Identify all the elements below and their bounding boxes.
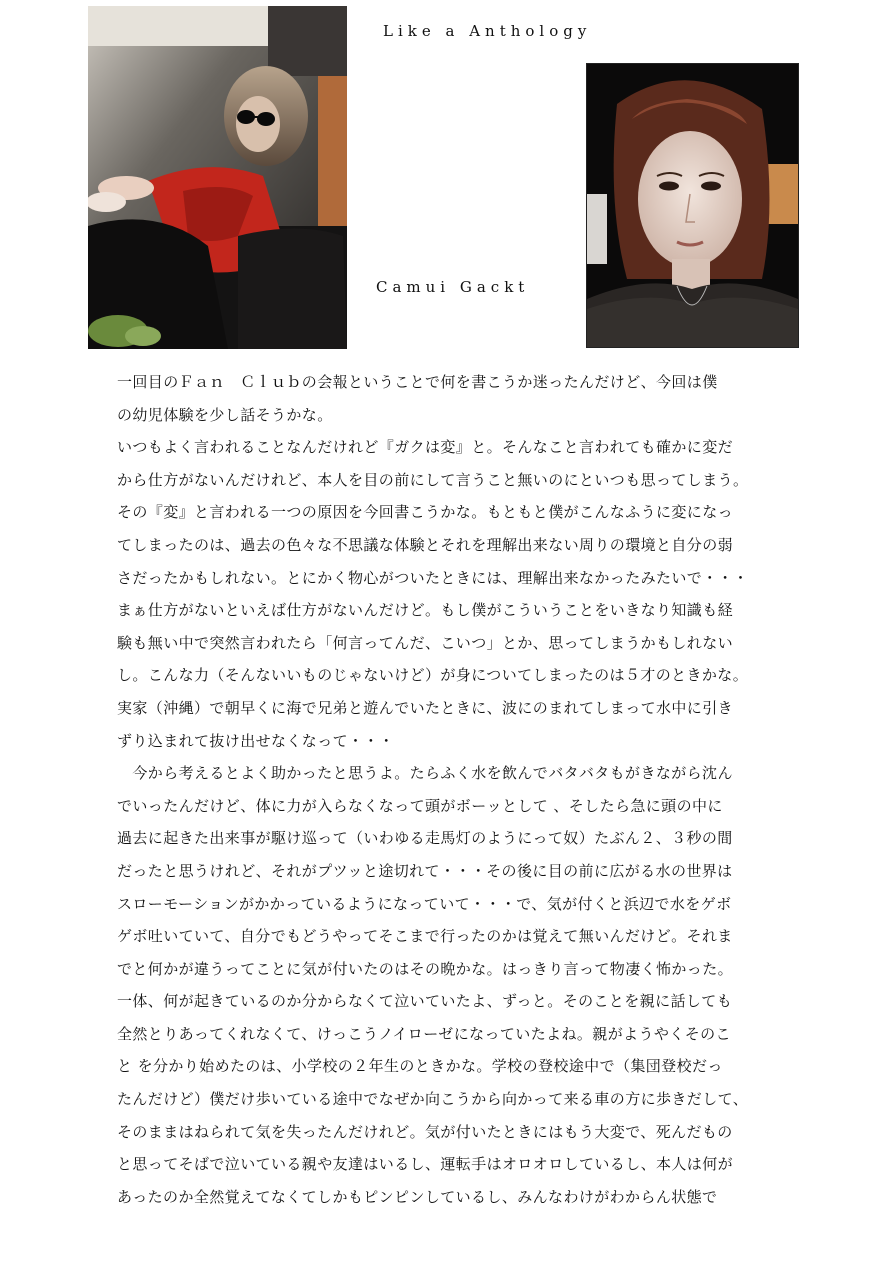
essay-line: し。こんな力（そんないいものじゃないけど）が身についてしまったのは５才のときかな。 <box>117 666 749 685</box>
essay-line: から仕方がないんだけれど、本人を目の前にして言うこと無いのにといつも思ってしまう。 <box>117 470 749 489</box>
essay-line: 一回目のＦａｎ Ｃｌｕｂの会報ということで何を書こうか迷ったんだけど、今回は僕 <box>117 373 718 391</box>
essay-line: 一体、何が起きているのか分からなくて泣いていたよ、ずっと。そのことを親に話しても <box>117 992 733 1011</box>
author-name: Camui Gackt <box>376 278 530 296</box>
essay-line: ずり込まれて抜け出せなくなって・・・ <box>117 731 395 750</box>
essay-line: その『変』と言われる一つの原因を今回書こうかな。もともと僕がこんなふうに変になっ <box>117 503 734 522</box>
essay-line: そのままはねられて気を失ったんだけれど。気が付いたときにはもう大変で、死んだもの <box>117 1122 733 1141</box>
photo-right-image <box>587 64 798 347</box>
essay-line: スローモーションがかかっているようになっていて・・・で、気が付くと浜辺で水をゲボ <box>117 894 732 913</box>
photo-left <box>88 6 347 349</box>
essay-line: でと何かが違うってことに気が付いたのはその晩かな。はっきり言って物凄く怖かった。 <box>117 959 734 978</box>
essay-line: と を分かり始めたのは、小学校の２年生のときかな。学校の登校途中で（集団登校だっ <box>117 1057 723 1076</box>
essay-line: 今から考えるとよく助かったと思うよ。たらふく水を飲んでバタバタもがきながら沈ん <box>117 764 733 783</box>
essay-line: ゲボ吐いていて、自分でもどうやってそこまで行ったのかは覚えて無いんだけど。それま <box>117 927 733 946</box>
essay-body <box>117 366 797 1213</box>
essay-line: と思ってそばで泣いている親や友達はいるし、運転手はオロオロしているし、本人は何が <box>117 1155 734 1174</box>
essay-line: てしまったのは、過去の色々な不思議な体験とそれを理解出来ない周りの環境と自分の弱 <box>117 535 734 554</box>
essay-line: だったと思うけれど、それがプツッと途切れて・・・その後に目の前に広がる水の世界は <box>117 861 733 880</box>
essay-line: でいったんだけど、体に力が入らなくなって頭がボーッとして 、そしたら急に頭の中に <box>117 796 723 815</box>
essay-line: あったのか全然覚えてなくてしかもピンピンしているし、みんなわけがわからん状態で <box>117 1187 718 1206</box>
essay-line: さだったかもしれない。とにかく物心がついたときには、理解出来なかったみたいで・・・ <box>117 568 749 587</box>
essay-line: いつもよく言われることなんだけれど『ガクは変』と。そんなこと言われても確かに変だ <box>117 438 734 457</box>
essay-line: 験も無い中で突然言われたら「何言ってんだ、こいつ」とか、思ってしまうかもしれない <box>117 633 734 652</box>
essay-line: 全然とりあってくれなくて、けっこうノイローゼになっていたよね。親がようやくそのこ <box>117 1024 731 1043</box>
essay-line: 過去に起きた出来事が駆け巡って（いわゆる走馬灯のようにって奴）たぶん２、３秒の間 <box>117 829 733 848</box>
essay-line: まぁ仕方がないといえば仕方がないんだけど。もし僕がこういうことをいきなり知識も経 <box>117 601 734 620</box>
essay-line: 実家（沖縄）で朝早くに海で兄弟と遊んでいたときに、波にのまれてしまって水中に引き <box>117 698 734 717</box>
photo-right <box>586 63 799 348</box>
photo-left-image <box>88 6 347 349</box>
series-title: Like a Anthology <box>383 22 592 40</box>
essay-line: の幼児体験を少し話そうかな。 <box>117 405 333 424</box>
essay-line: たんだけど）僕だけ歩いている途中でなぜか向こうから向かって来る車の方に歩きだして、 <box>117 1090 749 1109</box>
